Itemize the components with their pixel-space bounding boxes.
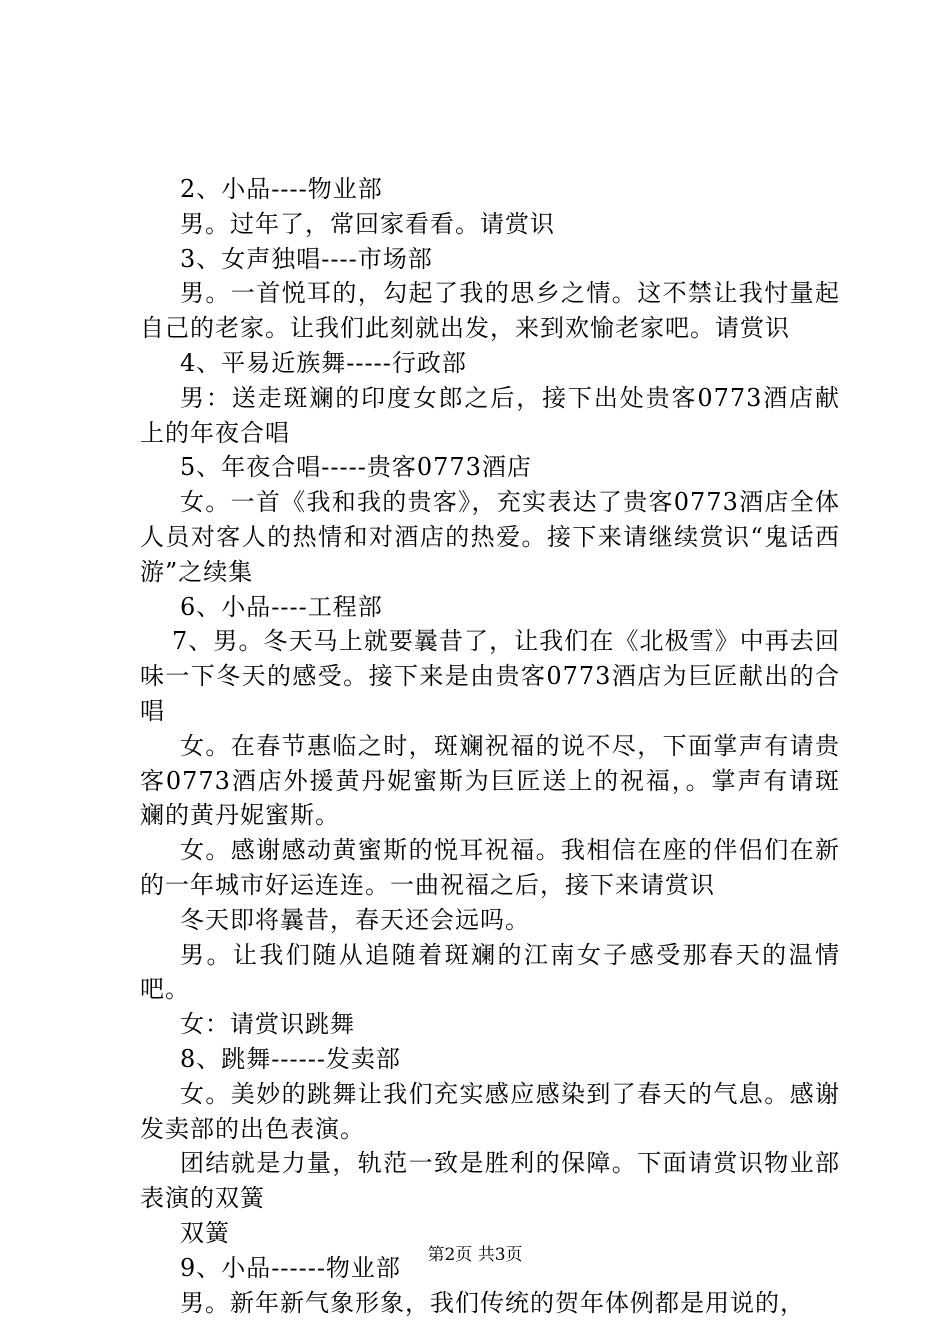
document-body xyxy=(140,172,840,1320)
paragraph: 6、小品----工程部 xyxy=(180,592,383,621)
paragraph: 8、跳舞------发卖部 xyxy=(180,1044,401,1073)
paragraph: 5、年夜合唱-----贵客0773酒店 xyxy=(180,453,532,482)
paragraph: 3、女声独唱----市场部 xyxy=(180,244,433,273)
paragraph: 2、小品----物业部 xyxy=(180,175,383,203)
paragraph: 冬天即将曩昔，春天还会远吗。 xyxy=(180,905,530,934)
paragraph: 4、平易近族舞-----行政部 xyxy=(180,348,467,377)
paragraph: 女。感谢感动黄蜜斯的悦耳祝福。我相信在座的伴侣们在新的一年城市好运连连。一曲祝福之后，接下来请赏识 xyxy=(140,836,840,899)
page-number-footer: 第2页 共3页 xyxy=(427,1245,523,1265)
paragraph: 双簧 xyxy=(180,1218,230,1247)
paragraph: 男。过年了，常回家看看。请赏识 xyxy=(180,209,555,238)
paragraph: 男。新年新气象形象，我们传统的贺年体例都是用说的， xyxy=(180,1288,805,1317)
paragraph: 男：送走斑斓的印度女郎之后，接下出处贵客0773酒店献上的年夜合唱 xyxy=(140,383,840,447)
paragraph: 团结就是力量，轨范一致是胜利的保障。下面请赏识物业部表演的双簧 xyxy=(140,1149,840,1213)
paragraph: 女。在春节惠临之时，斑斓祝福的说不尽，下面掌声有请贵客0773酒店外援黄丹妮蜜斯为巨匠送上的祝福，。掌声有请斑斓的黄丹妮蜜斯。 xyxy=(140,731,840,830)
paragraph: 女：请赏识跳舞 xyxy=(180,1010,355,1039)
paragraph: 9、小品------物业部 xyxy=(180,1253,401,1282)
paragraph: 7、男。冬天马上就要曩昔了，让我们在《北极雪》中再去回味一下冬天的感受。接下来是由贵客0773酒店为巨匠献出的合唱 xyxy=(140,627,840,725)
paragraph: 男。让我们随从追随着斑斓的江南女子感受那春天的温情吧。 xyxy=(140,940,840,1004)
paragraph: 女。一首《我和我的贵客》，充实表达了贵客0773酒店全体人员对客人的热情和对酒店的热爱。接下来请继续赏识“鬼话西游”之续集 xyxy=(140,488,840,586)
paragraph: 女。美妙的跳舞让我们充实感应感染到了春天的气息。感谢发卖部的出色表演。 xyxy=(140,1079,840,1143)
paragraph: 男。一首悦耳的，勾起了我的思乡之情。这不禁让我忖量起自己的老家。让我们此刻就出发，来到欢愉老家吧。请赏识 xyxy=(140,279,840,343)
